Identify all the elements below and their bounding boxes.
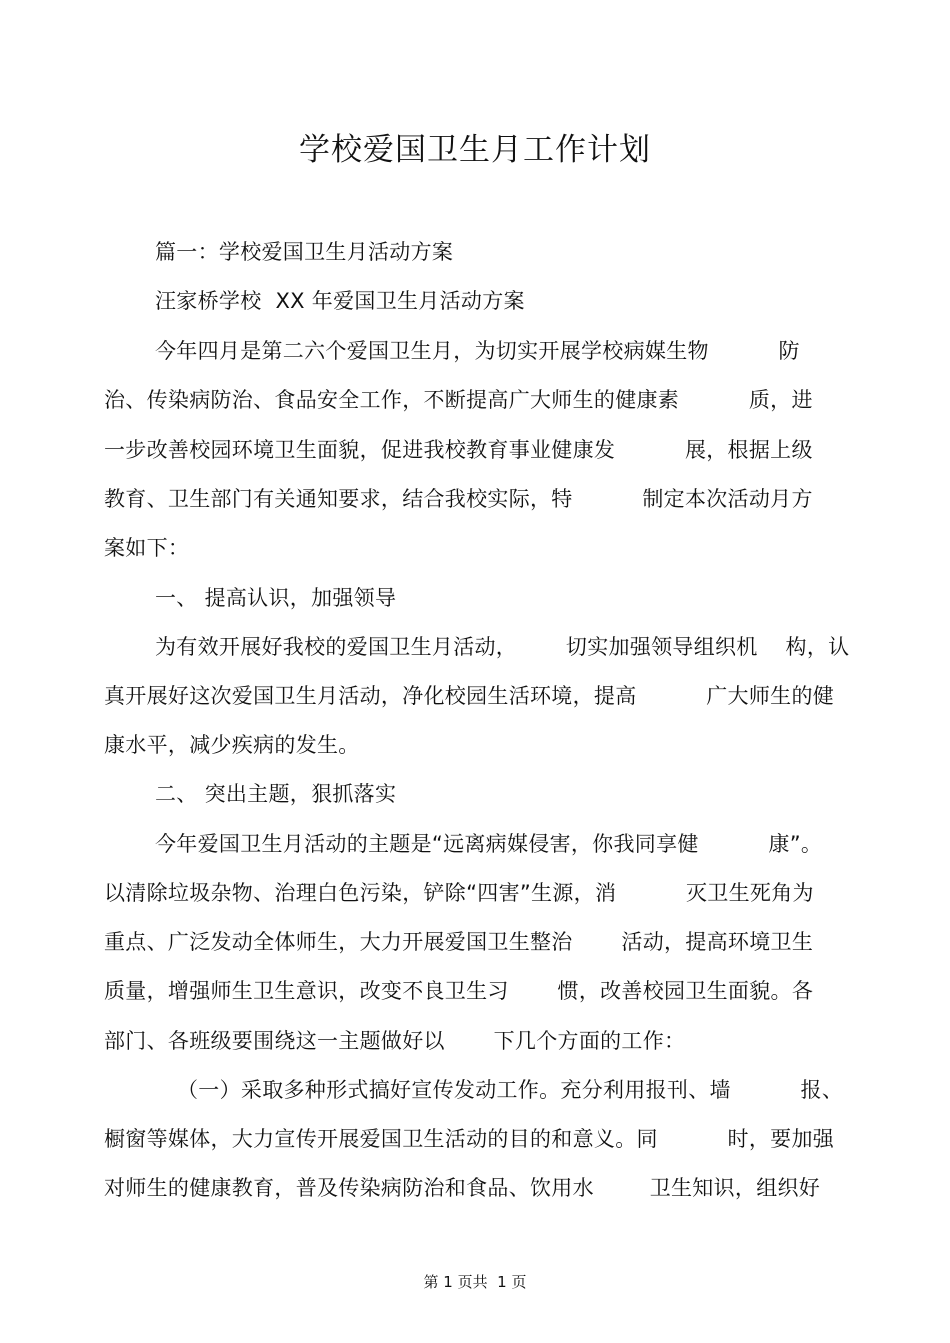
paragraph-line: 质量，增强师生卫生意识，改变不良卫生习 惯，改善校园卫生面貌。各 xyxy=(104,979,814,1003)
document-title: 学校爱国卫生月工作计划 xyxy=(299,132,651,168)
paragraph-line: 康水平，减少疾病的发生。 xyxy=(104,733,360,757)
paragraph-line: （一）采取多种形式搞好宣传发动工作。充分利用报刊、墙 报、 xyxy=(177,1078,844,1102)
paragraph-line: 治、传染病防治、食品安全工作，不断提高广大师生的健康素 质，进 xyxy=(104,388,813,412)
subsection-heading: 二、 突出主题，狠抓落实 xyxy=(155,782,397,806)
page-number: 第 1 页共 1 页 xyxy=(423,1273,527,1291)
paragraph-line: 一步改善校园环境卫生面貌，促进我校教育事业健康发 展，根据上级 xyxy=(104,438,813,462)
paragraph-line: 橱窗等媒体，大力宣传开展爱国卫生活动的目的和意义。同 时，要加强 xyxy=(104,1127,835,1151)
paragraph-line: 今年爱国卫生月活动的主题是“远离病媒侵害，你我同享健 康”。 xyxy=(155,832,823,856)
paragraph-line: 今年四月是第二六个爱国卫生月，为切实开展学校病媒生物 防 xyxy=(155,339,800,363)
paragraph-line: 为有效开展好我校的爱国卫生月活动， 切实加强领导组织机 构，认 xyxy=(155,635,850,659)
subsection-heading: 一、 提高认识，加强领导 xyxy=(155,586,397,610)
plan-title-line: 汪家桥学校 XX 年爱国卫生月活动方案 xyxy=(155,289,525,313)
section-heading: 篇一：学校爱国卫生月活动方案 xyxy=(155,240,454,264)
paragraph-line: 教育、卫生部门有关通知要求，结合我校实际，特 制定本次活动月方 xyxy=(104,487,813,511)
paragraph-line: 重点、广泛发动全体师生，大力开展爱国卫生整治 活动，提高环境卫生 xyxy=(104,930,814,954)
paragraph-line: 以清除垃圾杂物、治理白色污染，铲除“四害”生源，消 灭卫生死角为 xyxy=(104,881,814,905)
paragraph-line: 案如下： xyxy=(104,536,190,560)
paragraph-line: 真开展好这次爱国卫生月活动，净化校园生活环境，提高 广大师生的健 xyxy=(104,684,835,708)
paragraph-line: 部门、各班级要围绕这一主题做好以 下几个方面的工作： xyxy=(104,1029,686,1053)
paragraph-line: 对师生的健康教育，普及传染病防治和食品、饮用水 卫生知识，组织好 xyxy=(104,1176,821,1200)
